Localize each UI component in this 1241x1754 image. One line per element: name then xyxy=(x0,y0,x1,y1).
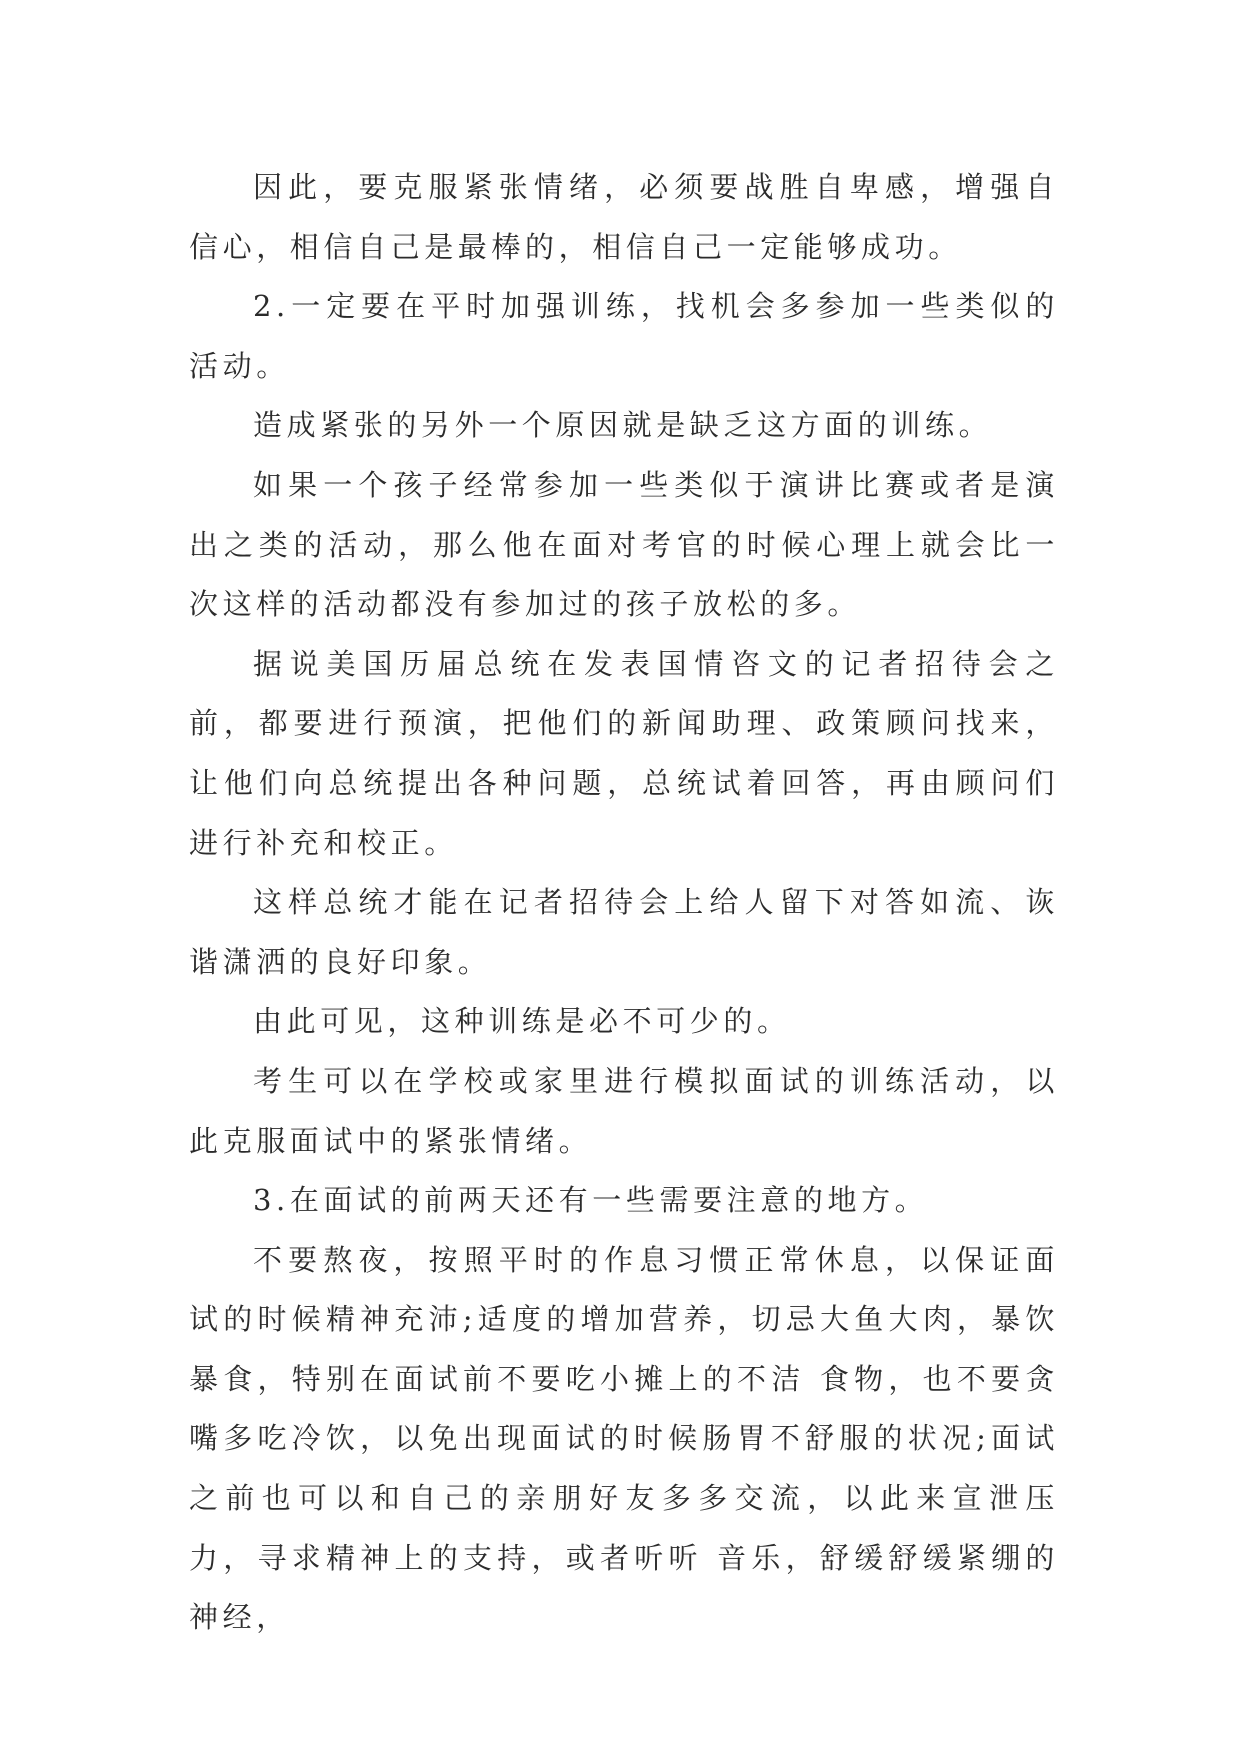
paragraph-president-impression: 这样总统才能在记者招待会上给人留下对答如流、诙谐潇洒的良好印象。 xyxy=(189,885,1059,979)
paragraph-child-example: 如果一个孩子经常参加一些类似于演讲比赛或者是演出之类的活动，那么他在面对考官的时候心理上就会比一次这样的活动都没有参加过的孩子放松的多。 xyxy=(189,467,1059,622)
paragraph-pre-interview-tips: 不要熬夜，按照平时的作息习惯正常休息，以保证面试的时候精神充沛;适度的增加营养，切忌大鱼大肉，暴饮暴食，特别在面试前不要吃小摊上的不洁 食物，也不要贪嘴多吃冷饮，以免出现面试的时候肠胃不舒服的状况;面试之前也可以和自己的亲朋好友多多交流，以此来宣泄压力，寻求精神上的支持，或者听听 音乐，舒缓舒缓紧绷的神经， xyxy=(189,1242,1059,1635)
paragraph-mock-interview: 考生可以在学校或家里进行模拟面试的训练活动，以此克服面试中的紧张情绪。 xyxy=(189,1063,1059,1158)
paragraph-point-2-heading: 2.一定要在平时加强训练，找机会多参加一些类似的活动。 xyxy=(189,289,1059,383)
paragraph-point-3-heading: 3.在面试的前两天还有一些需要注意的地方。 xyxy=(253,1183,929,1218)
paragraph-training-necessary: 由此可见，这种训练是必不可少的。 xyxy=(253,1004,791,1039)
paragraph-overcome-inferiority: 因此，要克服紧张情绪，必须要战胜自卑感，增强自信心，相信自己是最棒的，相信自己一定能够成功。 xyxy=(189,170,1059,264)
paragraph-president-example: 据说美国历届总统在发表国情咨文的记者招待会之前，都要进行预演，把他们的新闻助理、政策顾问找来，让他们向总统提出各种问题，总统试着回答，再由顾问们进行补充和校正。 xyxy=(189,646,1059,860)
paragraph-lack-of-training: 造成紧张的另外一个原因就是缺乏这方面的训练。 xyxy=(253,408,993,443)
document-body xyxy=(189,158,1059,1648)
